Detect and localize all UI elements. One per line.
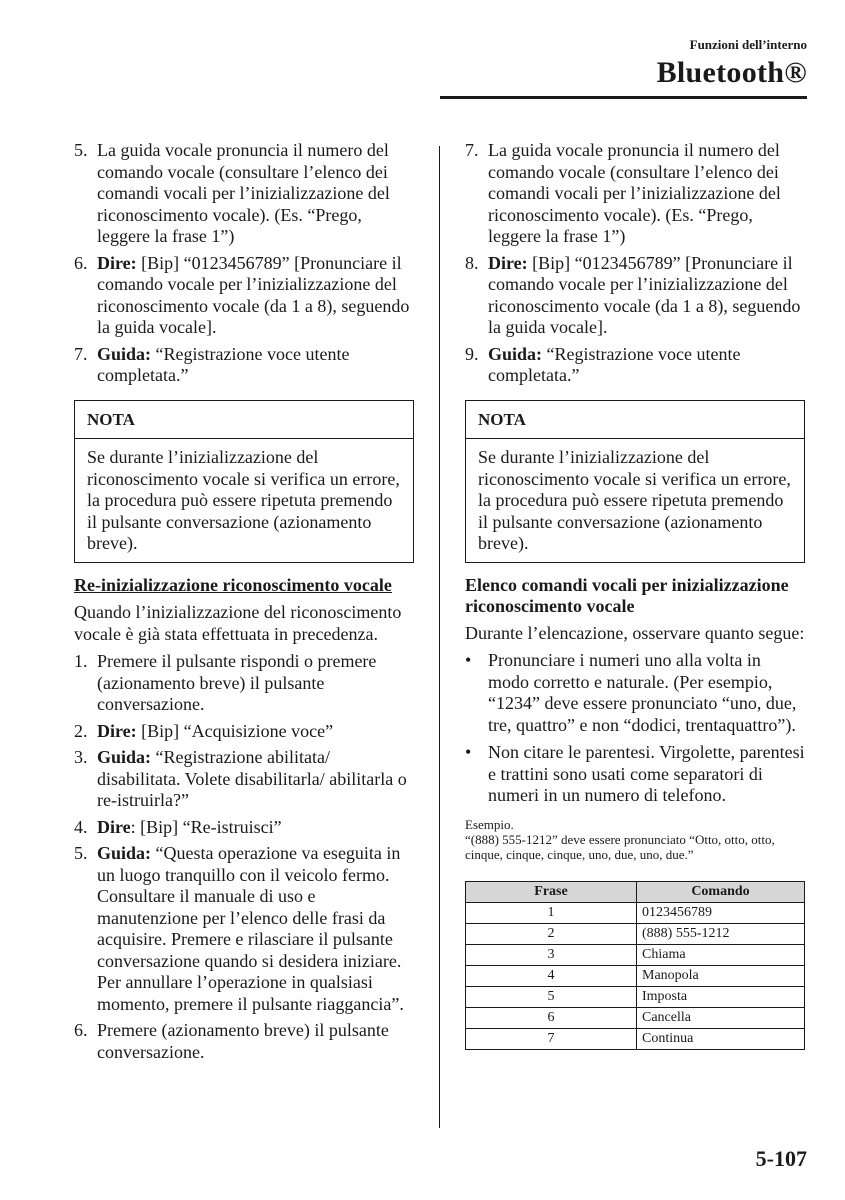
table-row: [466, 986, 805, 1007]
note-title: NOTA: [75, 401, 413, 440]
step-list-c: [465, 140, 805, 387]
step-number: 7.: [74, 343, 88, 364]
column-divider: [439, 146, 440, 1128]
step-label: Dire:: [97, 252, 137, 273]
table-row: [466, 902, 805, 923]
example-text: “(888) 555-1212” deve essere pronunciato “Otto, otto, otto, cinque, cinque, cinque, uno, due, uno, due.”: [465, 831, 775, 862]
step-item: [74, 253, 414, 339]
bullet-text: Non citare le parentesi. Virgolette, parentesi e trattini sono usati come separatori di numeri in un numero di telefono.: [488, 742, 805, 805]
intro-paragraph: Durante l’elencazione, osservare quanto segue:: [465, 622, 805, 643]
bullet-icon: •: [465, 650, 472, 670]
table-header-row: [466, 881, 805, 902]
intro-paragraph: Quando l’inizializzazione del riconoscimento vocale è già stata effettuata in precedenza.: [74, 602, 402, 644]
column-header-frase: Frase: [466, 881, 637, 902]
page-title: Bluetooth®: [656, 56, 807, 89]
step-label: Dire:: [488, 252, 528, 273]
step-number: 7.: [465, 140, 479, 160]
step-item: [74, 747, 414, 812]
step-item: [74, 1020, 414, 1063]
table-row: [466, 923, 805, 944]
step-text: Premere il pulsante rispondi o premere (azionamento breve) il pulsante conversazione.: [97, 651, 377, 714]
step-text: “Questa operazione va eseguita in un luogo tranquillo con il veicolo fermo. Consultare il manuale di uso e manutenzione per l’elenco delle frasi da acquisire. Premere e rilasciare il pulsante conversazione quando si desidera iniziare. Per annullare l’operazione in qualsiasi momento, premere il pulsante riaggancia”.: [97, 843, 404, 1014]
right-column: [465, 140, 805, 1050]
note-text: Se durante l’inizializzazione del riconoscimento vocale si verifica un errore, la procedura può essere ripetuta premendo il pulsante conversazione (azionamento breve).: [87, 447, 400, 553]
step-number: 2.: [74, 720, 88, 741]
step-text: [Bip] “Acquisizione voce”: [136, 720, 334, 741]
step-text: La guida vocale pronuncia il numero del comando vocale (consultare l’elenco dei comandi vocali per l’inizializzazione del riconoscimento vocale). (Es. “Prego, leggere la frase 1”): [488, 140, 781, 246]
step-text: : [Bip] “Re-istruisci”: [130, 816, 282, 837]
step-label: Guida:: [97, 747, 152, 767]
section-subheading: Re-inizializzazione riconoscimento vocale: [74, 574, 392, 595]
cell-frase: 7: [466, 1028, 637, 1049]
bullet-icon: •: [465, 742, 472, 762]
step-label: Dire:: [97, 720, 137, 741]
step-number: 6.: [74, 252, 88, 273]
step-text: Premere (azionamento breve) il pulsante conversazione.: [97, 1020, 389, 1062]
note-text: Se durante l’inizializzazione del riconoscimento vocale si verifica un errore, la procedura può essere ripetuta premendo il pulsante conversazione (azionamento breve).: [478, 447, 791, 553]
step-item: [74, 651, 414, 716]
step-list-a: [74, 140, 414, 387]
step-item: [74, 140, 414, 248]
note-box: [74, 400, 414, 563]
step-item: [465, 344, 805, 387]
cell-comando: (888) 555-1212: [637, 923, 805, 944]
bullet-list: [465, 650, 805, 807]
cell-frase: 3: [466, 944, 637, 965]
page-number: 5-107: [755, 1146, 807, 1171]
step-number: 1.: [74, 651, 88, 671]
step-number: 6.: [74, 1020, 88, 1040]
step-item: [74, 817, 414, 839]
step-text: La guida vocale pronuncia il numero del comando vocale (consultare l’elenco dei comandi vocali per l’inizializzazione del riconoscimento vocale). (Es. “Prego, leggere la frase 1”): [97, 140, 390, 246]
cell-frase: 1: [466, 902, 637, 923]
cell-frase: 4: [466, 965, 637, 986]
section-header: Funzioni dell’interno: [689, 37, 807, 52]
note-title: NOTA: [466, 401, 804, 440]
bullet-text: Pronunciare i numeri uno alla volta in modo corretto e naturale. (Per esempio, “1234” deve essere pronunciato “uno, due, tre, quattro” e non “dodici, trentaquattro”).: [488, 650, 797, 735]
step-text: “Registrazione voce utente completata.”: [488, 343, 741, 385]
column-header-comando: Comando: [637, 881, 805, 902]
step-number: 3.: [74, 747, 88, 767]
cell-comando: Cancella: [637, 1007, 805, 1028]
section-subheading: Elenco comandi vocali per inizializzazione riconoscimento vocale: [465, 574, 789, 616]
table-row: [466, 944, 805, 965]
step-item: [74, 843, 414, 1015]
table-row: [466, 1007, 805, 1028]
table-row: [466, 1028, 805, 1049]
command-table: [465, 881, 805, 1050]
cell-comando: 0123456789: [637, 902, 805, 923]
step-label: Dire: [97, 816, 131, 837]
step-item: [465, 253, 805, 339]
bullet-item: [465, 742, 805, 807]
example-label: Esempio.: [465, 816, 514, 832]
step-label: Guida:: [488, 343, 543, 364]
cell-comando: Manopola: [637, 965, 805, 986]
step-list-b: [74, 651, 414, 1063]
step-text: “Registrazione abilitata/ disabilitata. Volete disabilitarla/ abilitarla o re-istruirla?”: [97, 747, 407, 810]
step-number: 5.: [74, 843, 88, 863]
step-item: [465, 140, 805, 248]
step-text: [Bip] “0123456789” [Pronunciare il comando vocale per l’inizializzazione del riconoscimento vocale (da 1 a 8), seguendo la guida vocale].: [97, 252, 410, 337]
step-number: 9.: [465, 343, 479, 364]
step-number: 8.: [465, 252, 479, 273]
cell-frase: 2: [466, 923, 637, 944]
step-label: Guida:: [97, 843, 152, 863]
cell-frase: 6: [466, 1007, 637, 1028]
step-number: 4.: [74, 816, 88, 837]
step-number: 5.: [74, 140, 88, 160]
bullet-item: [465, 650, 805, 736]
step-label: Guida:: [97, 343, 152, 364]
table-row: [466, 965, 805, 986]
step-item: [74, 721, 414, 743]
step-text: [Bip] “0123456789” [Pronunciare il comando vocale per l’inizializzazione del riconoscimento vocale (da 1 a 8), seguendo la guida vocale].: [488, 252, 801, 337]
cell-comando: Chiama: [637, 944, 805, 965]
header-rule: [440, 96, 807, 99]
example-block: [465, 817, 805, 862]
cell-comando: Imposta: [637, 986, 805, 1007]
step-item: [74, 344, 414, 387]
cell-comando: Continua: [637, 1028, 805, 1049]
left-column: [74, 140, 414, 1068]
cell-frase: 5: [466, 986, 637, 1007]
note-box: [465, 400, 805, 563]
step-text: “Registrazione voce utente completata.”: [97, 343, 350, 385]
